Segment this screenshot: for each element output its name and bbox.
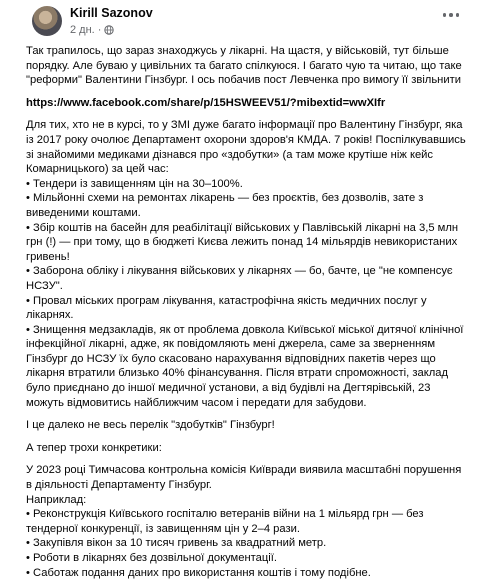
list-item: • Провал міських програм лікування, катастрофічна якість медичних послуг у лікарнях.	[26, 294, 427, 322]
list-item: • Тендери із завищенням цін на 30–100%.	[26, 177, 243, 190]
post-paragraph: Так трапилось, що зараз знаходжусь у лікарні. На щастя, у військовій, тут більше порядку. Але буваю у цивільних та багато спілкуюся. І багато чую та читаю, що таке "реформи" Валентини Гінзбург. І ось побачив пост Левченка про вимогу її звільнити	[26, 45, 462, 87]
list-item: • Збір коштів на басейн для реабілітації військових у Павлівській лікарні на 3,5 млн грн (!) — при тому, що в бюджеті Києва лежить понад 14 мільярдів невикористаних гривень!	[26, 221, 459, 263]
post-time[interactable]: 2 дн.	[70, 24, 95, 36]
list-item: • Реконструкція Київського госпіталю ветеранів війни на 1 мільярд грн — без тендерної конкуренції, із завищенням цін у 2–4 рази.	[26, 508, 424, 535]
meta-separator: ·	[97, 24, 102, 36]
list-item: • Знищення медзакладів, як от проблема довкола Київської міської дитячої клінічної інфекційної лікарні, адже, як повідомляють мені джерела, саме за зверненням Гінзбург до НСЗУ їх було скасовано нарахування відповідних пакетів через що лікарня втратили близько 40% фінансування. Після втрати спроможності, заклад було приєднано до іншої медичної установи, а від будівлі на Дегтярівській, 23 можуть відмовитись найближчим часом і передати для забудови.	[26, 323, 464, 409]
globe-icon	[104, 25, 114, 35]
dot-icon	[449, 13, 453, 17]
bullet-list	[26, 177, 468, 411]
list-item: • Саботаж подання даних про використання коштів і тому подібне.	[26, 566, 371, 579]
post-intro: Для тих, хто не в курсі, то у ЗМІ дуже багато інформації про Валентину Гінзбург, яка із 2017 року очолює Департамент охорони здоров'я КМДА. 7 років! Поспілкувавшись зі знайомими медиками дізнався про «здобутки» (а там може крутіше ніж кейс Комарницького) за цей час:	[26, 119, 466, 176]
post-note: І це далеко не весь перелік "здобутків" Гінзбург!	[26, 419, 275, 432]
facts-list	[26, 507, 468, 580]
list-item: • Роботи в лікарнях без дозвільної документації.	[26, 552, 277, 564]
author-name[interactable]: Kirill Sazonov	[70, 6, 153, 20]
post-header	[26, 0, 468, 44]
list-item: • Мільйонні схеми на ремонтах лікарень — без проєктів, без дозволів, зате з виведеними коштами.	[26, 192, 424, 219]
list-item: • Заборона обліку і лікування військових у лікарнях — бо, бачте, це "не компенсує НСЗУ".	[26, 265, 453, 292]
dot-icon	[456, 13, 460, 17]
author-avatar[interactable]	[32, 6, 62, 36]
post-link[interactable]: https://www.facebook.com/share/p/15HSWEEV51/?mibextid=wwXIfr	[26, 96, 386, 109]
post-facts-intro: У 2023 році Тимчасова контрольна комісія Київради виявила масштабні порушення в діяльності Департаменту Гінзбург.	[26, 464, 462, 492]
more-options-button[interactable]	[438, 4, 464, 26]
post-body	[26, 44, 468, 580]
post-meta	[70, 24, 114, 36]
post-example-label: Наприклад:	[26, 493, 87, 506]
post-more: А тепер трохи конкретики:	[26, 441, 162, 454]
dot-icon	[443, 13, 447, 17]
list-item: • Закупівля вікон за 10 тисяч гривень за квадратний метр.	[26, 537, 327, 550]
